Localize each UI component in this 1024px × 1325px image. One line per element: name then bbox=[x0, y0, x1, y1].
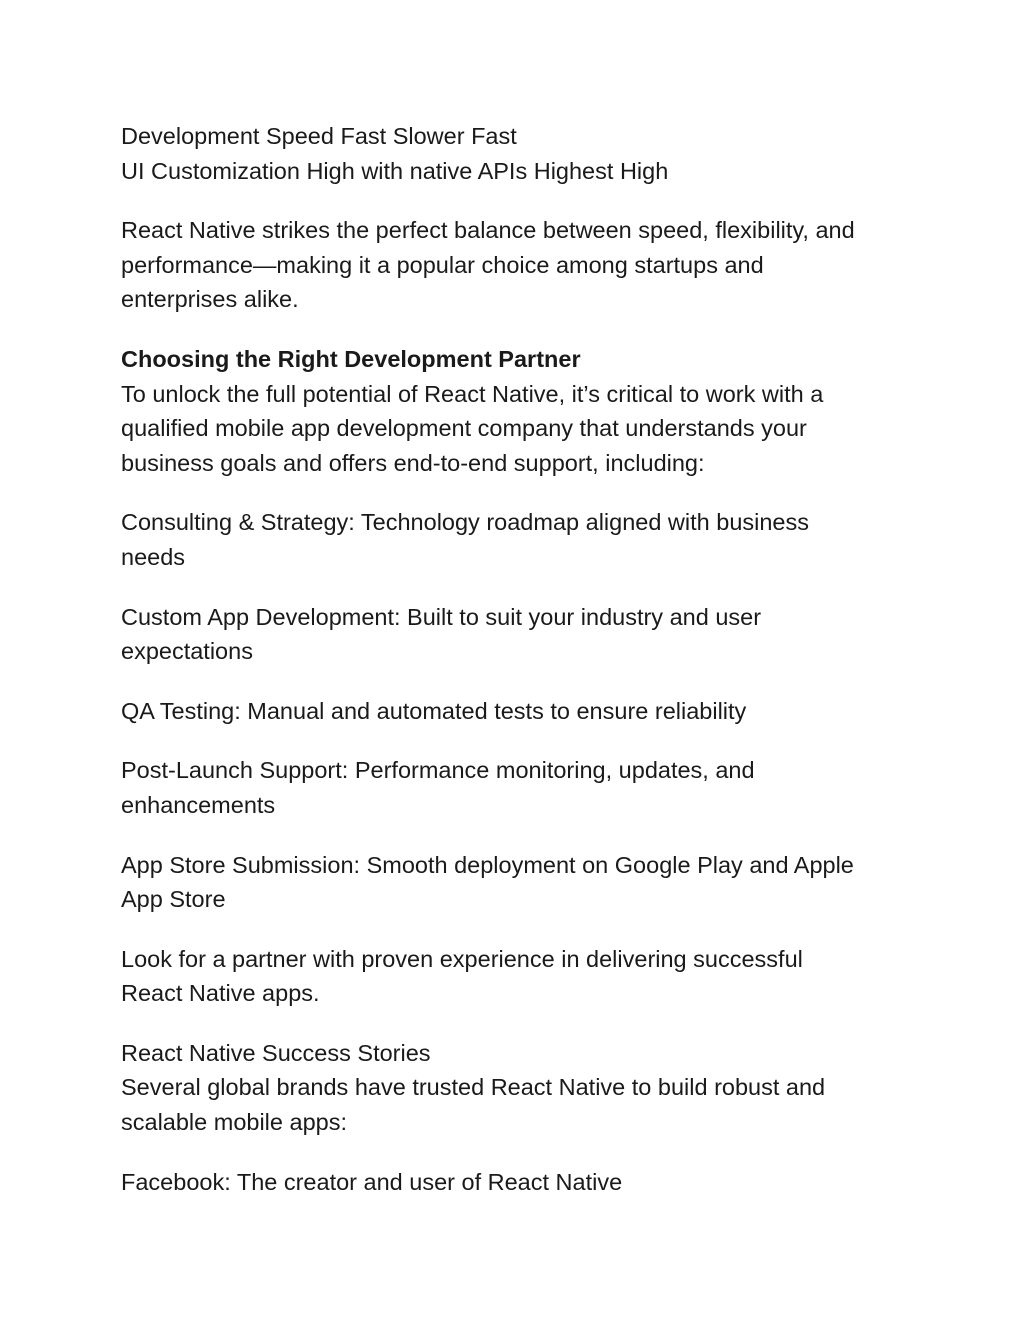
service-line: expectations bbox=[121, 638, 253, 665]
document-page bbox=[121, 119, 921, 1224]
service-item-consulting bbox=[121, 505, 921, 574]
service-line: QA Testing: Manual and automated tests to ensure reliability bbox=[121, 697, 747, 724]
service-line: enhancements bbox=[121, 791, 276, 818]
success-section bbox=[121, 1036, 921, 1140]
service-item-custom-app bbox=[121, 600, 921, 669]
brand-item-facebook bbox=[121, 1165, 921, 1200]
intro-line: enterprises alike. bbox=[121, 286, 299, 313]
service-line: needs bbox=[121, 543, 186, 570]
partner-section-heading: Choosing the Right Development Partner bbox=[121, 345, 581, 372]
partner-section-line: To unlock the full potential of React Native, it’s critical to work with a bbox=[121, 380, 824, 407]
service-line: App Store Submission: Smooth deployment on Google Play and Apple bbox=[121, 851, 854, 878]
table-row-development-speed: Development Speed Fast Slower Fast bbox=[121, 123, 517, 149]
success-section-line: Several global brands have trusted React Native to build robust and bbox=[121, 1074, 826, 1101]
advice-line: React Native apps. bbox=[121, 980, 320, 1007]
partner-advice-paragraph bbox=[121, 942, 921, 1011]
table-row-ui-customization: UI Customization High with native APIs Highest High bbox=[121, 157, 669, 184]
service-item-qa-testing bbox=[121, 694, 921, 729]
intro-line: React Native strikes the perfect balance between speed, flexibility, and bbox=[121, 217, 855, 244]
service-line: Post-Launch Support: Performance monitoring, updates, and bbox=[121, 757, 755, 784]
advice-line: Look for a partner with proven experience in delivering successful bbox=[121, 945, 803, 972]
intro-paragraph bbox=[121, 213, 921, 317]
service-line: App Store bbox=[121, 886, 226, 913]
service-line: Custom App Development: Built to suit your industry and user bbox=[121, 603, 762, 630]
partner-section bbox=[121, 342, 921, 480]
partner-section-line: qualified mobile app development company that understands your bbox=[121, 415, 807, 442]
success-section-heading: React Native Success Stories bbox=[121, 1039, 431, 1066]
partner-section-line: business goals and offers end-to-end support, including: bbox=[121, 449, 705, 476]
brand-line: Facebook: The creator and user of React Native bbox=[121, 1168, 623, 1195]
comparison-table-rows bbox=[121, 119, 921, 188]
service-line: Consulting & Strategy: Technology roadmap aligned with business bbox=[121, 509, 810, 536]
service-item-post-launch bbox=[121, 753, 921, 822]
service-item-app-store bbox=[121, 848, 921, 917]
success-section-line: scalable mobile apps: bbox=[121, 1109, 347, 1136]
intro-line: performance—making it a popular choice among startups and bbox=[121, 251, 764, 278]
